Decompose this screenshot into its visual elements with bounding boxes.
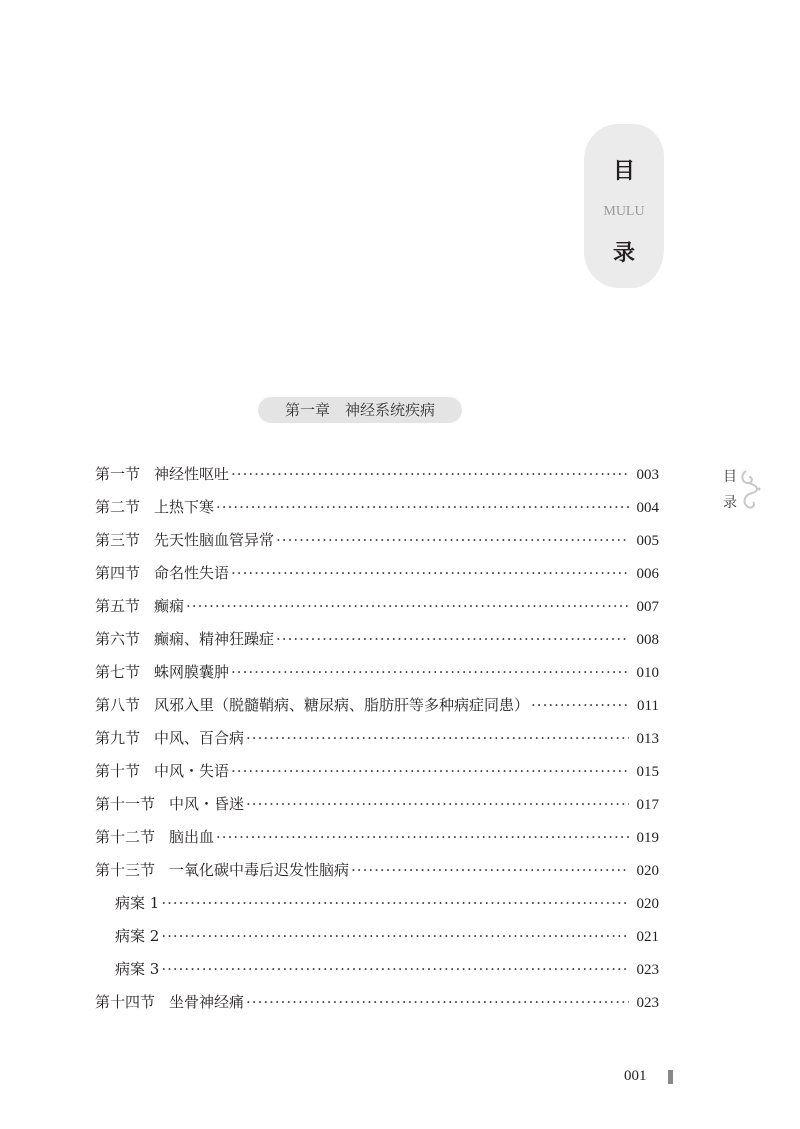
- toc-section-number: 第二节: [95, 498, 141, 516]
- dot-leader: [246, 990, 628, 1014]
- dot-leader: [231, 759, 628, 783]
- toc-entry[interactable]: [95, 528, 659, 561]
- toc-section-number: 第六节: [95, 630, 141, 648]
- toc-list: [95, 462, 659, 1023]
- toc-entry-title: 中风・失语: [154, 762, 230, 780]
- toc-entry-title: 脑出血: [169, 828, 215, 846]
- toc-entry-title: 病案 1: [115, 894, 160, 912]
- title-roman: MULU: [603, 204, 645, 219]
- dot-leader: [161, 924, 628, 948]
- side-tab-char-2: 录: [723, 495, 737, 511]
- toc-entry[interactable]: [95, 792, 659, 825]
- toc-entry-title: 神经性呕吐: [154, 465, 230, 483]
- toc-section-number: 第三节: [95, 531, 141, 549]
- chapter-heading: 第一章 神经系统疾病: [258, 397, 462, 423]
- dot-leader: [531, 693, 629, 717]
- toc-entry-title: 癫痫、精神狂躁症: [154, 630, 275, 648]
- toc-entry-title: 蛛网膜囊肿: [154, 663, 230, 681]
- side-tab-char-1: 目: [723, 469, 737, 485]
- toc-entry-title: 风邪入里（脱髓鞘病、糖尿病、脂肪肝等多种病症同患）: [154, 696, 530, 714]
- toc-entry-page: 003: [636, 467, 659, 483]
- toc-entry[interactable]: [95, 924, 659, 957]
- toc-section-number: 第十三节: [95, 861, 156, 879]
- toc-entry-title: 病案 2: [115, 927, 160, 945]
- toc-entry[interactable]: [95, 825, 659, 858]
- toc-entry-title: 坐骨神经痛: [169, 993, 245, 1011]
- toc-entry-page: 005: [636, 533, 659, 549]
- toc-entry[interactable]: [95, 627, 659, 660]
- toc-entry[interactable]: [95, 858, 659, 891]
- toc-entry[interactable]: [95, 594, 659, 627]
- toc-entry-title: 先天性脑血管异常: [154, 531, 275, 549]
- toc-entry[interactable]: [95, 495, 659, 528]
- toc-entry[interactable]: [95, 660, 659, 693]
- toc-entry[interactable]: [95, 990, 659, 1023]
- toc-entry-page: 011: [637, 698, 659, 714]
- toc-entry-page: 023: [636, 995, 659, 1011]
- toc-entry-page: 010: [636, 665, 659, 681]
- toc-entry-page: 023: [636, 962, 659, 978]
- toc-section-number: 第八节: [95, 696, 141, 714]
- dot-leader: [216, 495, 628, 519]
- toc-entry-page: 006: [636, 566, 659, 582]
- title-char-bottom: 录: [612, 240, 635, 266]
- toc-entry[interactable]: [95, 759, 659, 792]
- toc-entry-title: 命名性失语: [154, 564, 230, 582]
- toc-entry-title: 癫痫: [154, 597, 185, 615]
- toc-entry[interactable]: [95, 726, 659, 759]
- toc-entry[interactable]: [95, 462, 659, 495]
- toc-section-number: 第十节: [95, 762, 141, 780]
- toc-section-number: 第十一节: [95, 795, 156, 813]
- toc-entry-title: 中风・昏迷: [169, 795, 245, 813]
- cloud-ornament-icon: [738, 467, 764, 513]
- page-number: 001: [624, 1068, 647, 1084]
- toc-entry-title: 上热下寒: [154, 498, 215, 516]
- dot-leader: [161, 957, 628, 981]
- dot-leader: [351, 858, 628, 882]
- toc-entry-page: 021: [636, 929, 659, 945]
- toc-entry-title: 病案 3: [115, 960, 160, 978]
- toc-section-number: 第七节: [95, 663, 141, 681]
- toc-entry-title: 中风、百合病: [154, 729, 245, 747]
- dot-leader: [186, 594, 628, 618]
- dot-leader: [216, 825, 628, 849]
- dot-leader: [246, 792, 628, 816]
- dot-leader: [161, 891, 628, 915]
- title-char-top: 目: [612, 158, 635, 184]
- toc-entry[interactable]: [95, 957, 659, 990]
- toc-section-number: 第四节: [95, 564, 141, 582]
- toc-entry-page: 013: [636, 731, 659, 747]
- dot-leader: [246, 726, 628, 750]
- toc-entry-page: 004: [636, 500, 659, 516]
- dot-leader: [231, 660, 628, 684]
- dot-leader: [276, 627, 628, 651]
- toc-entry-page: 015: [636, 764, 659, 780]
- toc-entry-page: 007: [636, 599, 659, 615]
- toc-section-number: 第十二节: [95, 828, 156, 846]
- toc-entry[interactable]: [95, 561, 659, 594]
- side-tab: [723, 464, 737, 516]
- dot-leader: [231, 561, 628, 585]
- toc-entry-page: 017: [636, 797, 659, 813]
- toc-entry-title: 一氧化碳中毒后迟发性脑病: [169, 861, 350, 879]
- toc-entry[interactable]: [95, 891, 659, 924]
- title-stamp: [584, 124, 664, 288]
- toc-entry[interactable]: [95, 693, 659, 726]
- toc-entry-page: 008: [636, 632, 659, 648]
- toc-entry-page: 020: [636, 896, 659, 912]
- toc-section-number: 第九节: [95, 729, 141, 747]
- dot-leader: [276, 528, 628, 552]
- toc-section-number: 第五节: [95, 597, 141, 615]
- toc-entry-page: 020: [636, 863, 659, 879]
- toc-entry-page: 019: [636, 830, 659, 846]
- dot-leader: [231, 462, 628, 486]
- page-marker-bar: [668, 1070, 673, 1084]
- toc-section-number: 第一节: [95, 465, 141, 483]
- toc-section-number: 第十四节: [95, 993, 156, 1011]
